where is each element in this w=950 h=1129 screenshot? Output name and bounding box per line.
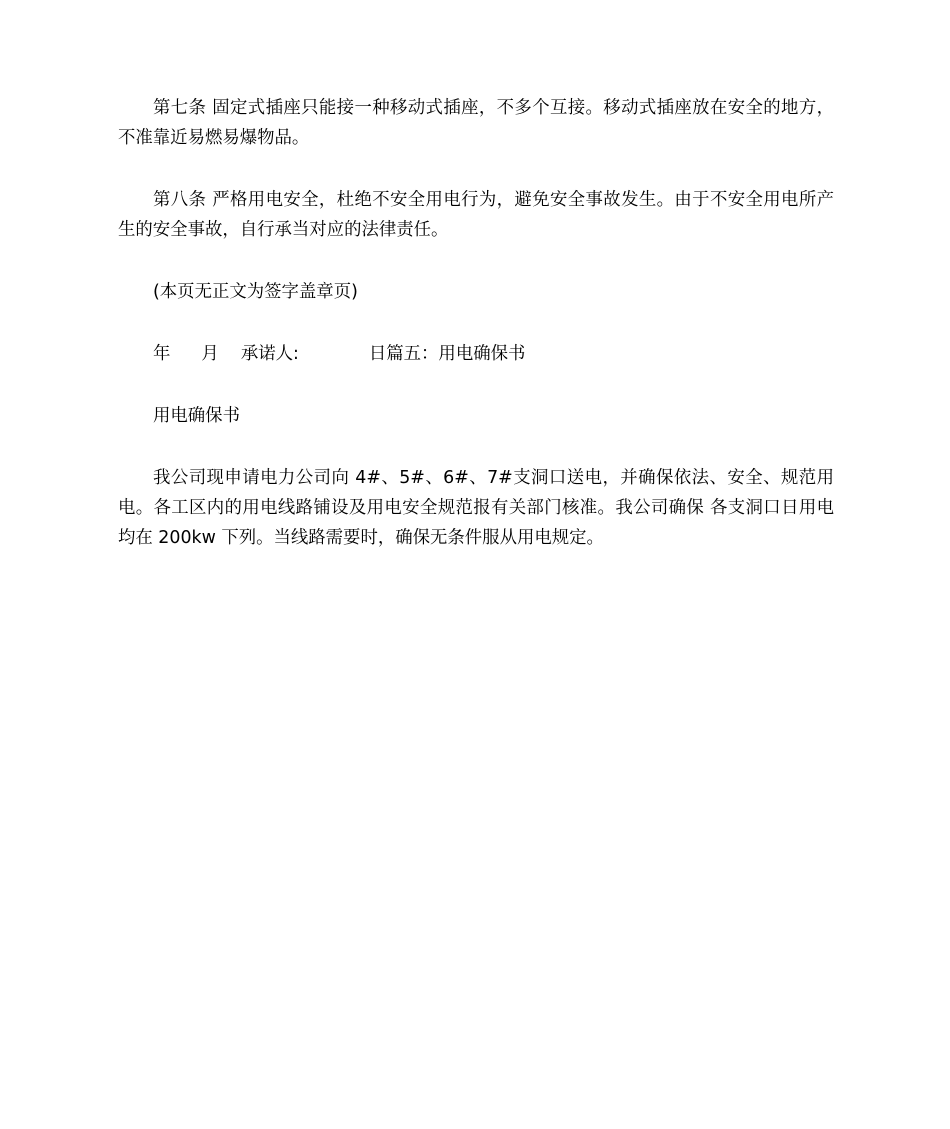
article-8-paragraph: 第八条 严格用电安全，杜绝不安全用电行为，避免安全事故发生。由于不安全用电所产生的安全事故，自行承当对应的法律责任。 <box>118 190 834 240</box>
day-and-title-label: 日篇五：用电确保书 <box>368 344 526 364</box>
year-label: 年 <box>153 344 171 364</box>
article-7-paragraph: 第七条 固定式插座只能接一种移动式插座，不多个互接。移动式插座放在安全的地方，不准靠近易燃易爆物品。 <box>118 98 834 148</box>
signature-line <box>118 339 834 369</box>
guarantee-body-paragraph: 我公司现申请电力公司向 4#、5#、6#、7#支洞口送电，并确保依法、安全、规范用电。各工区内的用电线路铺设及用电安全规范报有关部门核准。我公司确保 各支洞口日用电均在 200kw 下列。当线路需要时，确保无条件服从用电规定。 <box>118 468 834 548</box>
section-title: 用电确保书 <box>153 406 240 426</box>
month-label: 月 <box>201 344 219 364</box>
signature-page-note: (本页无正文为签字盖章页) <box>153 282 358 302</box>
document-body <box>118 93 834 553</box>
promisor-label: 承诺人: <box>240 344 299 364</box>
